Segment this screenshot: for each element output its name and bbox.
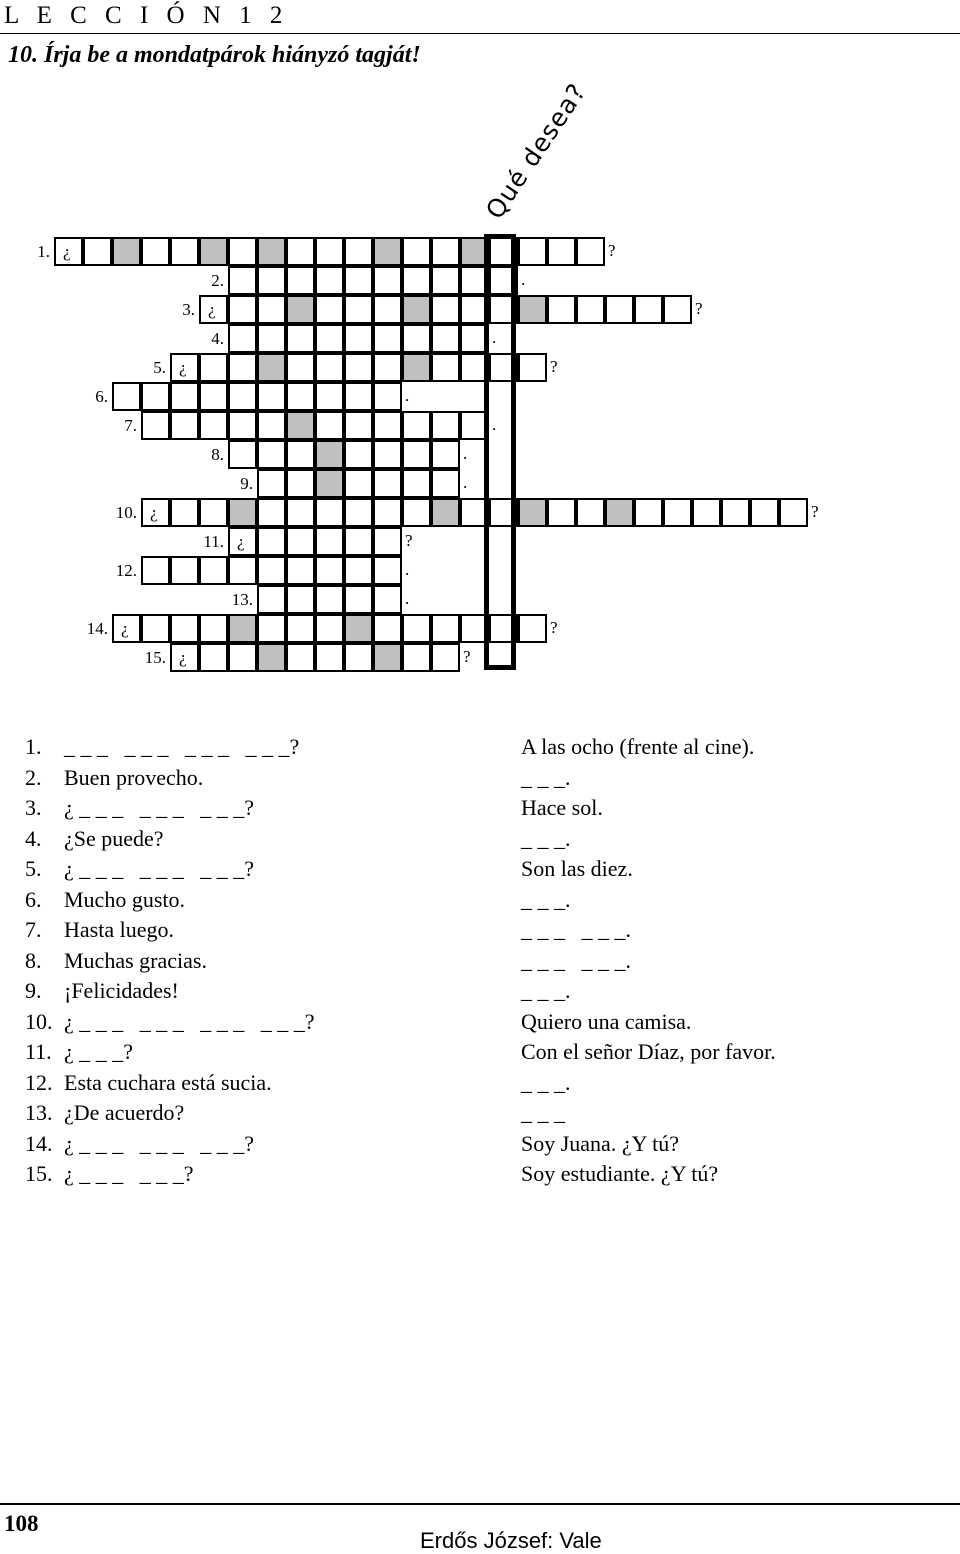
clue-left: ¿ _ _ _ _ _ _ _ _ _? [64,1130,255,1156]
grid-cell[interactable] [373,324,402,353]
row-terminator: . [405,386,410,405]
grid-cell[interactable] [373,440,402,469]
grid-cell[interactable] [257,411,286,440]
grid-cell[interactable] [373,498,402,527]
clue-right: _ _ _. [521,1069,571,1095]
clue-right: _ _ _ [521,1100,565,1125]
grid-cell[interactable] [431,614,460,643]
row-terminator: . [492,415,497,434]
grid-cell[interactable] [228,440,257,469]
grid-cell[interactable] [286,440,315,469]
row-number: 14. [86,619,108,638]
grid-cell[interactable] [112,382,141,411]
grid-cell[interactable] [373,527,402,556]
grid-cell[interactable] [286,237,315,266]
grid-cell[interactable] [257,585,286,614]
grid-cell[interactable] [402,498,431,527]
grid-cell[interactable] [344,643,373,672]
row-number: 6. [95,387,108,406]
grid-cell[interactable] [257,382,286,411]
grid-cell[interactable] [402,411,431,440]
grid-cell[interactable] [315,237,344,266]
grid-cell[interactable] [257,498,286,527]
clue-number: 12. [25,1069,53,1095]
grid-cell[interactable] [257,237,286,266]
clue-number: 13. [25,1100,53,1125]
grid-cell[interactable] [141,382,170,411]
grid-cell[interactable] [431,266,460,295]
grid-cell[interactable] [373,295,402,324]
row-number: 2. [211,271,224,290]
clue-left: ¿ _ _ _ _ _ _? [64,1161,194,1186]
grid-cell[interactable] [257,266,286,295]
vertical-answer-label: Qué desea? [480,77,592,225]
grid-cell[interactable] [170,556,199,585]
clue-right: _ _ _. [521,886,571,912]
row-number: 12. [115,561,137,580]
grid-cell[interactable] [373,643,402,672]
grid-cell[interactable] [373,585,402,614]
grid-cell[interactable] [779,498,808,527]
grid-cell[interactable] [315,266,344,295]
footer-rule [0,1503,960,1505]
grid-cell[interactable] [373,382,402,411]
clue-left: ¿ _ _ _ _ _ _ _ _ _? [64,795,255,820]
row-number: 11. [203,532,224,551]
grid-cell[interactable] [315,295,344,324]
clue-right: _ _ _. [521,764,571,790]
clue-right: Soy estudiante. ¿Y tú? [521,1161,719,1186]
row-opener: ¿ [237,532,245,551]
grid-cell[interactable] [634,498,663,527]
grid-cell[interactable] [170,411,199,440]
grid-cell[interactable] [402,266,431,295]
grid-cell[interactable] [286,382,315,411]
clue-right: _ _ _. [521,825,571,851]
grid-cell[interactable] [344,614,373,643]
row-number: 10. [115,503,137,522]
row-number: 7. [124,416,137,435]
grid-cell[interactable] [228,614,257,643]
row-opener: ¿ [179,358,187,377]
grid-cell[interactable] [518,498,547,527]
grid-cell[interactable] [518,295,547,324]
clue-right: Hace sol. [521,795,603,820]
clue-number: 3. [25,795,42,820]
grid-cell[interactable] [344,266,373,295]
row-terminator: ? [463,647,471,666]
grid-cell[interactable] [257,556,286,585]
clue-left: _ _ _ _ _ _ _ _ _ _ _ _? [64,734,300,759]
row-terminator: . [405,589,410,608]
grid-cell[interactable] [518,237,547,266]
grid-cell[interactable] [112,237,141,266]
grid-cell[interactable] [199,556,228,585]
clue-left: Buen provecho. [64,764,204,790]
grid-cell[interactable] [228,382,257,411]
grid-cell[interactable] [721,498,750,527]
grid-cell[interactable] [286,643,315,672]
clue-left: Muchas gracias. [64,947,207,973]
clue-left: ¿ _ _ _ _ _ _ _ _ _? [64,856,255,881]
grid-cell[interactable] [170,614,199,643]
clue-number: 8. [25,947,42,973]
grid-cell[interactable] [518,353,547,382]
grid-cell[interactable] [199,411,228,440]
grid-cell[interactable] [605,498,634,527]
row-terminator: . [405,560,410,579]
exercise-instruction: 10. Írja be a mondatpárok hiányzó tagját! [8,42,421,68]
row-opener: ¿ [63,242,71,261]
grid-cell[interactable] [344,411,373,440]
grid-cell[interactable] [344,324,373,353]
grid-cell[interactable] [402,353,431,382]
grid-cell[interactable] [228,324,257,353]
grid-cell[interactable] [750,498,779,527]
grid-cell[interactable] [315,353,344,382]
footer-author: Erdős József: Vale [420,1528,602,1553]
grid-cell[interactable] [344,382,373,411]
row-opener: ¿ [208,300,216,319]
grid-cell[interactable] [547,295,576,324]
clue-left: ¡Felicidades! [64,978,179,1003]
clue-number: 14. [25,1130,53,1156]
grid-cell[interactable] [402,440,431,469]
grid-cell[interactable] [344,440,373,469]
grid-cell[interactable] [576,237,605,266]
row-opener: ¿ [150,503,158,522]
clue-number: 10. [25,1008,53,1034]
row-number: 13. [231,590,253,609]
grid-cell[interactable] [344,585,373,614]
grid-cell[interactable] [315,527,344,556]
clue-right: _ _ _. [521,978,571,1003]
grid-cell[interactable] [286,585,315,614]
grid-cell[interactable] [373,411,402,440]
clue-right: Quiero una camisa. [521,1008,692,1034]
row-terminator: . [492,328,497,347]
clue-left: Mucho gusto. [64,886,185,912]
grid-cell[interactable] [286,295,315,324]
grid-cell[interactable] [431,411,460,440]
row-terminator: . [521,270,526,289]
clue-left: Esta cuchara está sucia. [64,1069,272,1095]
grid-cell[interactable] [373,237,402,266]
grid-cell[interactable] [344,556,373,585]
clue-number: 9. [25,978,42,1003]
grid-cell[interactable] [547,498,576,527]
grid-cell[interactable] [431,498,460,527]
grid-cell[interactable] [228,237,257,266]
grid-cell[interactable] [315,469,344,498]
grid-cell[interactable] [373,266,402,295]
grid-cell[interactable] [257,469,286,498]
lesson-header: L E C C I Ó N 1 2 [4,2,289,29]
grid-cell[interactable] [344,527,373,556]
clue-right: _ _ _ _ _ _. [521,917,631,942]
page-number: 108 [4,1511,39,1536]
grid-cell[interactable] [576,498,605,527]
grid-cell[interactable] [402,643,431,672]
clue-number: 4. [25,825,42,851]
grid-cell[interactable] [402,295,431,324]
clue-right: Con el señor Díaz, por favor. [521,1039,776,1064]
grid-cell[interactable] [692,498,721,527]
clue-left: Hasta luego. [64,917,174,942]
grid-cell[interactable] [228,353,257,382]
clue-left: ¿ _ _ _? [64,1039,134,1064]
grid-cell[interactable] [402,614,431,643]
clue-number: 15. [25,1161,53,1186]
row-terminator: ? [550,357,558,376]
grid-cell[interactable] [373,556,402,585]
grid-cell[interactable] [199,353,228,382]
row-number: 1. [37,242,50,261]
grid-cell[interactable] [257,614,286,643]
grid-cell[interactable] [141,614,170,643]
grid-cell[interactable] [141,411,170,440]
grid-cell[interactable] [634,295,663,324]
grid-cell[interactable] [344,237,373,266]
row-number: 9. [240,474,253,493]
grid-cell[interactable] [576,295,605,324]
row-terminator: . [463,444,468,463]
clue-number: 6. [25,886,42,912]
grid-cell[interactable] [199,382,228,411]
grid-cell[interactable] [170,498,199,527]
grid-cell[interactable] [257,440,286,469]
row-number: 8. [211,445,224,464]
grid-cell[interactable] [315,498,344,527]
grid-cell[interactable] [199,614,228,643]
grid-cell[interactable] [315,556,344,585]
grid-cell[interactable] [315,585,344,614]
clue-left: ¿ _ _ _ _ _ _ _ _ _ _ _ _? [64,1008,315,1034]
crossword-grid [0,0,960,700]
grid-cell[interactable] [402,237,431,266]
grid-cell[interactable] [344,498,373,527]
grid-cell[interactable] [286,527,315,556]
clue-right: A las ocho (frente al cine). [521,734,755,759]
grid-cell[interactable] [228,266,257,295]
grid-cell[interactable] [315,614,344,643]
grid-cell[interactable] [286,266,315,295]
grid-cell[interactable] [170,237,199,266]
clue-left: ¿De acuerdo? [64,1100,185,1125]
clue-number: 1. [25,734,42,759]
grid-cell[interactable] [373,353,402,382]
grid-cell[interactable] [431,469,460,498]
row-number: 3. [182,300,195,319]
grid-cell[interactable] [286,411,315,440]
row-opener: ¿ [121,619,129,638]
row-terminator: ? [550,618,558,637]
grid-cell[interactable] [228,411,257,440]
grid-cell[interactable] [199,498,228,527]
clue-number: 11. [25,1039,52,1064]
grid-cell[interactable] [431,295,460,324]
grid-cell[interactable] [431,643,460,672]
clue-right: Soy Juana. ¿Y tú? [521,1130,680,1156]
clue-number: 7. [25,917,42,942]
highlighted-column [484,234,516,670]
grid-cell[interactable] [663,498,692,527]
grid-cell[interactable] [257,643,286,672]
grid-cell[interactable] [315,382,344,411]
grid-cell[interactable] [170,382,199,411]
row-number: 15. [144,648,166,667]
clue-number: 2. [25,764,42,790]
grid-cell[interactable] [286,498,315,527]
grid-cell[interactable] [344,353,373,382]
grid-cell[interactable] [141,556,170,585]
grid-cell[interactable] [141,237,170,266]
grid-cell[interactable] [547,237,576,266]
grid-cell[interactable] [431,324,460,353]
grid-cell[interactable] [315,324,344,353]
grid-cell[interactable] [344,469,373,498]
clue-right: _ _ _ _ _ _. [521,947,631,973]
grid-cell[interactable] [228,643,257,672]
row-terminator: . [463,473,468,492]
grid-cell[interactable] [402,469,431,498]
grid-cell[interactable] [431,237,460,266]
grid-cell[interactable] [373,614,402,643]
grid-cell[interactable] [257,295,286,324]
grid-cell[interactable] [257,527,286,556]
grid-cell[interactable] [257,353,286,382]
row-terminator: ? [608,241,616,260]
grid-cell[interactable] [605,295,634,324]
grid-cell[interactable] [315,440,344,469]
grid-cell[interactable] [286,614,315,643]
grid-cell[interactable] [431,353,460,382]
grid-cell[interactable] [228,498,257,527]
grid-cell[interactable] [373,469,402,498]
clue-right: Son las diez. [521,856,633,881]
row-number: 4. [211,329,224,348]
clue-number: 5. [25,856,42,881]
clue-left: ¿Se puede? [64,825,164,851]
grid-cell[interactable] [286,324,315,353]
grid-cell[interactable] [199,237,228,266]
grid-cell[interactable] [228,295,257,324]
grid-cell[interactable] [286,556,315,585]
grid-cell[interactable] [286,353,315,382]
row-opener: ¿ [179,648,187,667]
row-terminator: ? [695,299,703,318]
grid-cell[interactable] [199,643,228,672]
grid-cell[interactable] [518,614,547,643]
row-terminator: ? [811,502,819,521]
grid-cell[interactable] [315,643,344,672]
row-terminator: ? [405,531,413,550]
grid-cell[interactable] [315,411,344,440]
grid-cell[interactable] [344,295,373,324]
grid-cell[interactable] [257,324,286,353]
grid-cell[interactable] [286,469,315,498]
row-number: 5. [153,358,166,377]
grid-cell[interactable] [83,237,112,266]
grid-cell[interactable] [228,556,257,585]
grid-cell[interactable] [431,440,460,469]
grid-cell[interactable] [402,324,431,353]
grid-cell[interactable] [663,295,692,324]
